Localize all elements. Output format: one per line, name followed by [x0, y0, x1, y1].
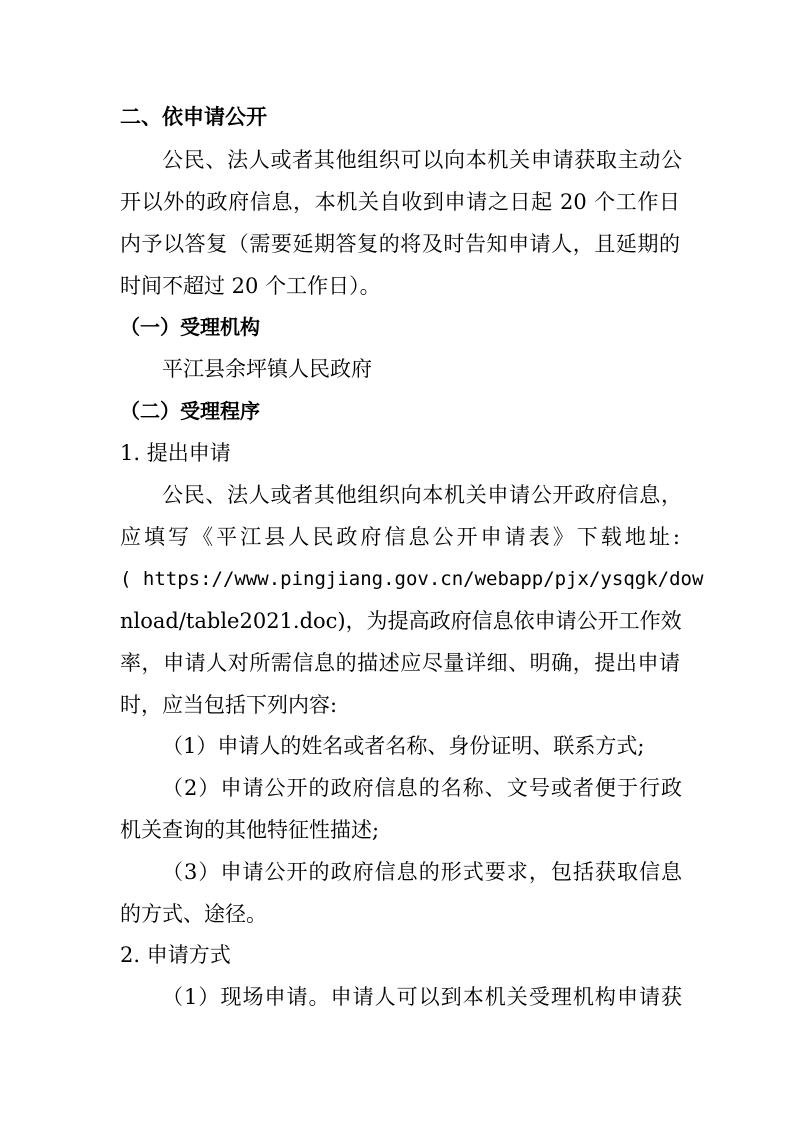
list-item: （3）申请公开的政府信息的形式要求，包括获取信息	[162, 860, 682, 884]
download-url-line: ( https://www.pingjiang.gov.cn/webapp/pjx/ysqgk/dow	[120, 568, 704, 590]
paragraph-line: 开以外的政府信息，本机关自收到申请之日起 20 个工作日	[120, 190, 680, 214]
paragraph-line: 时间不超过 20 个工作日）。	[120, 274, 381, 298]
institution-name: 平江县余坪镇人民政府	[162, 357, 372, 381]
paragraph-line: 公民、法人或者其他组织可以向本机关申请获取主动公	[162, 148, 682, 172]
paragraph-line: nload/table2021.doc)，为提高政府信息依申请公开工作效	[120, 609, 682, 633]
section-heading: 二、依申请公开	[120, 105, 267, 129]
subsection-heading: （一）受理机构	[120, 315, 260, 339]
list-item: （2）申请公开的政府信息的名称、文号或者便于行政	[162, 776, 682, 800]
paragraph-line: 公民、法人或者其他组织向本机关申请公开政府信息，	[162, 483, 682, 507]
step-title: 1. 提出申请	[120, 441, 231, 465]
paragraph-line: （1）现场申请。申请人可以到本机关受理机构申请获	[162, 985, 682, 1009]
step-title: 2. 申请方式	[120, 943, 231, 967]
paragraph-line: 时，应当包括下列内容:	[120, 693, 338, 717]
paragraph-line: 内予以答复（需要延期答复的将及时告知申请人，且延期的	[120, 232, 680, 256]
subsection-heading: （二）受理程序	[120, 399, 260, 423]
paragraph-line: 应填写《平江县人民政府信息公开申请表》下载地址:	[120, 525, 680, 549]
list-item: （1）申请人的姓名或者名称、身份证明、联系方式;	[162, 734, 645, 758]
paragraph-line: 率，申请人对所需信息的描述应尽量详细、明确，提出申请	[120, 651, 680, 675]
list-item-continuation: 的方式、途径。	[120, 902, 267, 926]
list-item-continuation: 机关查询的其他特征性描述;	[120, 818, 380, 842]
